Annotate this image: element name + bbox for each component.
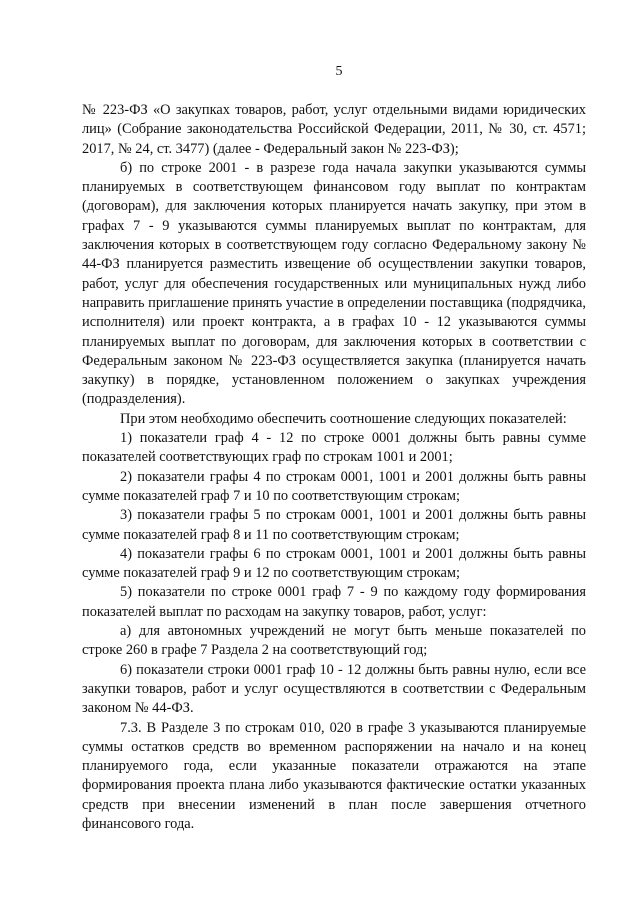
list-item: 2) показатели графы 4 по строкам 0001, 1001 и 2001 должны быть равны сумме показателей граф 7 и 10 по соответствующим строкам;	[82, 468, 586, 504]
list-item: 4) показатели графы 6 по строкам 0001, 1001 и 2001 должны быть равны сумме показателей граф 9 и 12 по соответствующим строкам;	[82, 545, 586, 582]
list-item: 1) показатели граф 4 - 12 по строке 0001 должны быть равны сумме показателей соответствующих граф по строкам 1001 и 2001;	[82, 430, 586, 466]
document-body	[82, 101, 586, 834]
list-item: 3) показатели графы 5 по строкам 0001, 1001 и 2001 должны быть равны сумме показателей граф 8 и 11 по соответствующим строкам;	[82, 507, 586, 543]
list-item: 6) показатели строки 0001 граф 10 - 12 должны быть равны нулю, если все закупки товаров, работ и услуг осуществляются в соответствии с Федеральным законом № 44-ФЗ.	[82, 661, 586, 717]
page-number: 5	[335, 64, 343, 79]
paragraph: 7.3. В Разделе 3 по строкам 010, 020 в графе 3 указываются планируемые суммы остатков средств во временном распоряжении на начало и на конец планируемого года, если указанные показатели отражаются на этапе формирования проекта плана либо указываются фактические остатки указанных средств при внесении изменений в план после завершения отчетного финансового года.	[82, 719, 586, 832]
paragraph: № 223-ФЗ «О закупках товаров, работ, услуг отдельными видами юридических лиц» (Собрание законодательства Российской Федерации, 2011, № 30, ст. 4571; 2017, № 24, ст. 3477) (далее - Федеральный закон № 223-ФЗ);	[82, 102, 586, 157]
paragraph: При этом необходимо обеспечить соотношение следующих показателей:	[120, 410, 567, 427]
paragraph: б) по строке 2001 - в разрезе года начала закупки указываются суммы планируемых в соответствующем финансовом году выплат по контрактам (договорам), для заключения которых планируется начать закупку, при этом в графах 7 - 9 указываются суммы планируемых выплат по контрактам, для заключения которых в соответствующем году согласно Федеральному закону № 44-ФЗ планируется разместить извещение об осуществлении закупки товаров, работ, услуг для обеспечения государственных или муниципальных нужд либо направить приглашение принять участие в определении поставщика (подрядчика, исполнителя) или проект контракта, а в графах 10 - 12 указываются суммы планируемых выплат по договорам, для заключения которых в соответствии с Федеральным законом № 223-ФЗ осуществляется закупка (планируется начать закупку) в порядке, установленном положением о закупках учреждения (подразделения).	[82, 159, 586, 408]
list-item: 5) показатели по строке 0001 граф 7 - 9 по каждому году формирования показателей выплат по расходам на закупку товаров, работ, услуг:	[82, 584, 586, 620]
sub-list-item: а) для автономных учреждений не могут быть меньше показателей по строке 260 в графе 7 Раздела 2 на соответствующий год;	[82, 623, 586, 659]
